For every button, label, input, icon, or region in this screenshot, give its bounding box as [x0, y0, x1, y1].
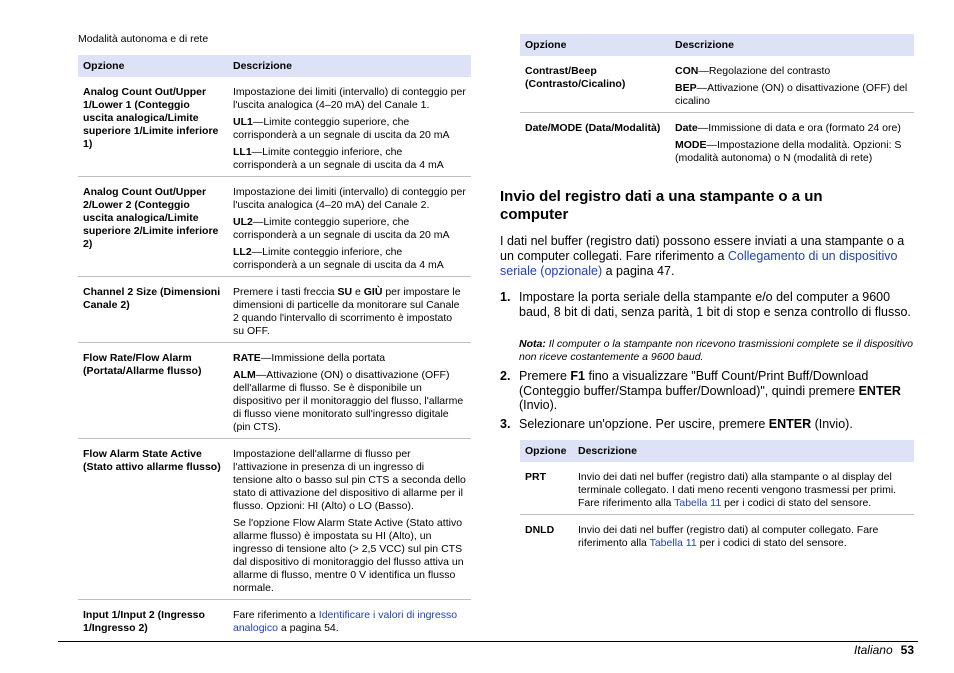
option-name: DNLD: [525, 524, 555, 536]
page-number: 53: [900, 643, 914, 657]
column-header-description: Descrizione: [573, 440, 914, 462]
option-name: Flow Rate/Flow Alarm (Portata/Allarme flusso): [83, 352, 202, 377]
column-header-description: Descrizione: [228, 55, 471, 77]
setting-text: —Attivazione (ON) o disattivazione (OFF) del cicalino: [675, 82, 908, 107]
text-run: Premere i tasti freccia: [233, 286, 338, 298]
setting-key: ALM: [233, 369, 256, 381]
options-table-left: [78, 55, 471, 639]
option-description: [228, 277, 471, 343]
step-number: 2.: [500, 369, 511, 383]
table-row: [78, 277, 471, 343]
table-row: [78, 600, 471, 640]
setting-text: —Regolazione del contrasto: [698, 65, 831, 77]
setting-text: —Limite conteggio superiore, che corrisponderà a un segnale di uscita da 20 mA: [233, 116, 450, 141]
setting-key: UL1: [233, 116, 253, 128]
description-text: [233, 246, 466, 272]
option-description: [228, 600, 471, 640]
description-text: [675, 82, 909, 108]
text-run: per i codici di stato del sensore.: [696, 537, 847, 549]
text-run: a pagina 47.: [602, 264, 675, 278]
note: [519, 338, 914, 364]
option-description: [228, 77, 471, 177]
key-label: SU: [337, 286, 353, 298]
description-text: [233, 116, 466, 142]
options-table-right: [520, 34, 914, 169]
description-text: [233, 146, 466, 172]
text-run: Premere: [519, 369, 571, 383]
step-2: [500, 369, 914, 413]
text-run: Invio dei dati nel buffer (registro dati) alla stampante o al display del terminale collegato. I dati meno recenti vengono trasmessi per primi. Fare riferimento alla: [578, 471, 897, 509]
setting-key: Date: [675, 122, 698, 134]
note-text: Il computer o la stampante non ricevono trasmissioni complete se il dispositivo non riceve costantemente a 9600 baud.: [519, 338, 913, 363]
table-row: [520, 515, 914, 555]
setting-key: UL2: [233, 216, 253, 228]
table-row: [520, 113, 914, 170]
description-text: [578, 524, 909, 550]
text-run: per impostare le dimensioni di particelle da monitorare sul Canale 2 quando l'intervallo di scorrimento è impostato su OFF.: [233, 286, 461, 337]
description-text: Se l'opzione Flow Alarm State Active (Stato attivo allarme flusso) è impostata su HI (Alto), un ingresso di tensione alto (> 2,5 VCC) sul pin CTS dal dispositivo di monitoraggio del flusso attiva un allarme di flusso, mentre 0 V identifica un flusso normale.: [233, 517, 464, 594]
option-name: Analog Count Out/Upper 1/Lower 1 (Conteggio uscita analogica/Limite superiore 1/Limite inferiore 1): [83, 86, 219, 150]
option-name: Input 1/Input 2 (Ingresso 1/Ingresso 2): [83, 609, 205, 634]
description-text: [233, 216, 466, 242]
table-header: [520, 440, 914, 462]
table-row: [520, 462, 914, 515]
table-header: [520, 34, 914, 56]
table-row: [78, 77, 471, 177]
column-header-option: Opzione: [520, 440, 573, 462]
section-heading: Invio del registro dati a una stampante o a un computer: [500, 188, 823, 223]
option-description: [228, 177, 471, 277]
table-reference-link[interactable]: Tabella 11: [649, 537, 697, 549]
description-text: [675, 122, 909, 135]
step-number: 3.: [500, 417, 511, 431]
key-label: ENTER: [768, 417, 812, 431]
text-run: I dati nel buffer (registro dati) possono essere inviati a una stampante o a un computer collegati. Fare riferimento a: [500, 234, 905, 263]
table-row: [520, 56, 914, 113]
text-run: Fare riferimento a: [233, 609, 319, 621]
intro-paragraph: [500, 234, 912, 279]
option-name: Date/MODE (Data/Modalità): [525, 122, 661, 134]
key-label: GIÙ: [363, 286, 383, 298]
description-text: Impostazione dei limiti (intervallo) di conteggio per l'uscita analogica (4–20 mA) del Canale 2.: [233, 186, 466, 211]
option-description: [670, 113, 914, 170]
table-header: [78, 55, 471, 77]
text-run: (Invio).: [811, 417, 853, 431]
option-description: [228, 343, 471, 439]
page-footer: [854, 643, 914, 657]
description-text: [233, 609, 466, 635]
text-run: Selezionare un'opzione. Per uscire, premere: [519, 417, 769, 431]
option-description: [573, 462, 914, 515]
running-head: Modalità autonoma e di rete: [78, 33, 209, 45]
note-label: Nota:: [519, 338, 546, 350]
setting-key: CON: [675, 65, 699, 77]
setting-key: LL1: [233, 146, 252, 158]
text-run: a pagina 54.: [277, 622, 339, 634]
step-text: [519, 369, 914, 413]
setting-text: —Immissione della portata: [260, 352, 386, 364]
setting-text: —Limite conteggio superiore, che corrisponderà a un segnale di uscita da 20 mA: [233, 216, 450, 241]
option-name: Analog Count Out/Upper 2/Lower 2 (Conteggio uscita analogica/Limite superiore 2/Limite inferiore 2): [83, 186, 219, 250]
step-3: [500, 417, 914, 432]
option-name: PRT: [525, 471, 546, 483]
table-reference-link[interactable]: Tabella 11: [674, 497, 722, 509]
setting-key: BEP: [675, 82, 697, 94]
step-text: Impostare la porta seriale della stampante e/o del computer a 9600 baud, 8 bit di dati, senza parità, 1 bit di stop e senza controllo di flusso.: [519, 290, 911, 319]
column-header-option: Opzione: [520, 34, 670, 56]
step-number: 1.: [500, 290, 511, 304]
setting-key: RATE: [233, 352, 261, 364]
cross-reference-link[interactable]: Collegamento di un dispositivo seriale (opzionale): [500, 249, 898, 278]
setting-text: —Attivazione (ON) o disattivazione (OFF) dell'allarme di flusso. Se è disponibile un dispositivo per il monitoraggio del flusso, l'allarme di flusso viene monitorato sull'ingresso digitale (pin CTS).: [233, 369, 464, 433]
footer-rule: [58, 641, 918, 642]
description-text: [233, 286, 466, 338]
column-header-option: Opzione: [78, 55, 228, 77]
step-text: [519, 417, 914, 432]
text-run: e: [352, 286, 364, 298]
description-text: Impostazione dei limiti (intervallo) di conteggio per l'uscita analogica (4–20 mA) del Canale 1.: [233, 86, 466, 111]
text-run: fino a visualizzare "Buff Count/Print Buff/Download (Conteggio buffer/Stampa buffer/Download)", quindi premere: [519, 369, 869, 398]
setting-text: —Limite conteggio inferiore, che corrisponderà a un segnale di uscita da 4 mA: [233, 146, 444, 171]
description-text: [233, 369, 466, 434]
text-run: per i codici di stato del sensore.: [721, 497, 872, 509]
step-1: [500, 290, 914, 319]
table-row: [78, 439, 471, 600]
footer-language: Italiano: [853, 643, 893, 657]
text-run: Invio dei dati nel buffer (registro dati) al computer collegato. Fare riferimento alla: [578, 524, 879, 549]
option-name: Flow Alarm State Active (Stato attivo allarme flusso): [83, 448, 221, 473]
setting-key: LL2: [233, 246, 252, 258]
text-run: (Invio).: [519, 398, 558, 412]
option-description: [573, 515, 914, 555]
key-label: ENTER: [858, 383, 901, 398]
option-name: Contrast/Beep (Contrasto/Cicalino): [525, 65, 626, 90]
setting-key: MODE: [675, 139, 707, 151]
option-description: [228, 439, 471, 600]
option-name: Channel 2 Size (Dimensioni Canale 2): [83, 286, 221, 311]
table-row: [78, 177, 471, 277]
cross-reference-link[interactable]: Identificare i valori di ingresso analogico: [233, 609, 458, 634]
description-text: [578, 471, 909, 510]
menu-options-table: [520, 440, 914, 554]
description-text: [233, 352, 466, 365]
description-text: [675, 65, 909, 78]
description-text: [675, 139, 909, 165]
option-description: [670, 56, 914, 113]
column-header-description: Descrizione: [670, 34, 914, 56]
setting-text: —Impostazione della modalità. Opzioni: S (modalità autonoma) o N (modalità di rete): [675, 139, 902, 164]
setting-text: —Limite conteggio inferiore, che corrisponderà a un segnale di uscita da 4 mA: [233, 246, 444, 271]
description-text: Impostazione dell'allarme di flusso per l'attivazione in presenza di un ingresso di tensione alto o basso sul pin CTS a seconda dello stato di attivazione del dispositivo di allarme per il flusso. Opzioni: HI (Alto) o LO (Basso).: [233, 448, 466, 512]
table-row: [78, 343, 471, 439]
setting-text: —Immissione di data e ora (formato 24 ore): [697, 122, 901, 134]
key-label: F1: [570, 369, 585, 383]
